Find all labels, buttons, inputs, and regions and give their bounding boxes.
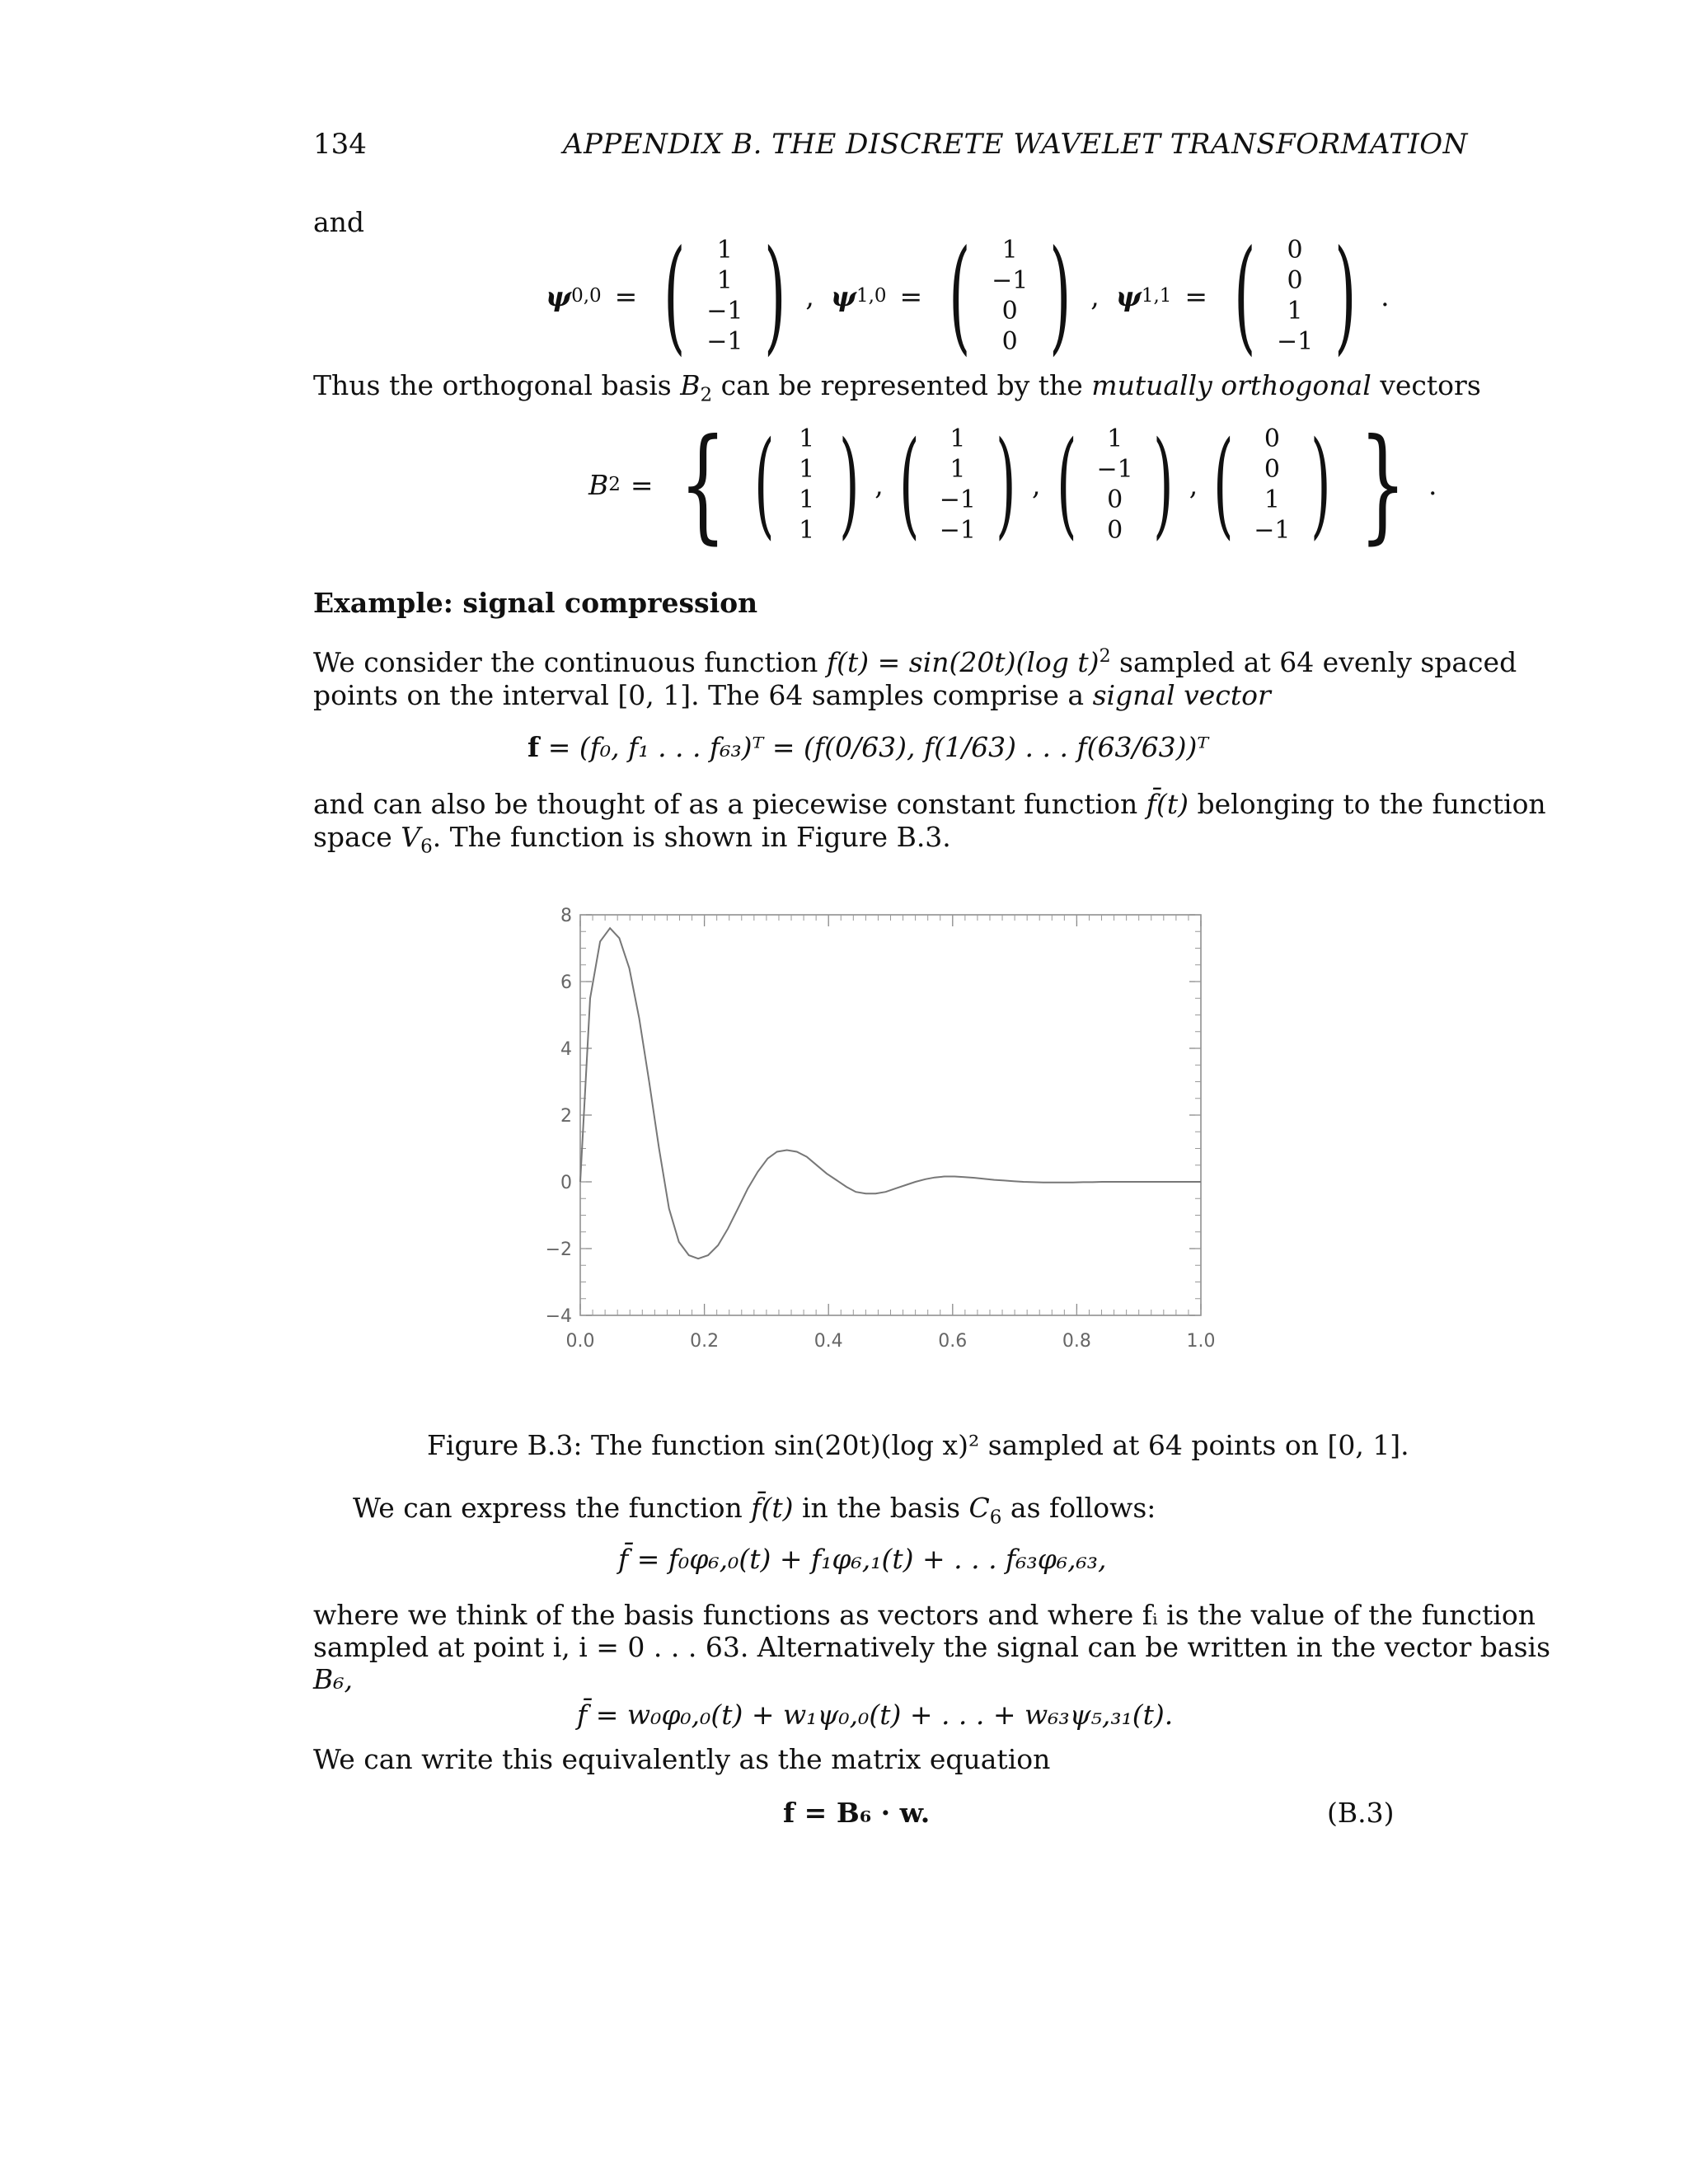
y-tick-label: −2 <box>545 1240 572 1260</box>
example-heading: Example: signal compression <box>313 587 758 619</box>
running-title: APPENDIX B. THE DISCRETE WAVELET TRANSFORMATION <box>563 128 1468 161</box>
psi-vector-equation: ψ 0,0 = ( 1 1 −1 −1 ) , ψ 1,0 = ( 1 −1 0 0 ) , ψ 1,1 = ( 0 0 1 −1 ) . <box>546 224 1390 368</box>
b2-vector-2: 1 1 −1 −1 <box>939 424 976 545</box>
y-tick-label: 4 <box>560 1039 572 1060</box>
y-tick-label: 6 <box>560 972 572 993</box>
b2-set-equation: B 2 = { ( 1 1 1 1 ) , ( 1 1 −1 −1 ) , ( 1 −1 0 0 ) , ( 0 0 1 −1 ) } . <box>588 413 1437 556</box>
paragraph-3: We can express the function f̄(t) in the basis $C_6$ as follows: <box>353 1492 1156 1529</box>
matrix-equation: f = B₆ · w. <box>783 1797 931 1829</box>
paragraph-4-line-2: sampled at point i, i = 0 . . . 63. Alternatively the signal can be written in the vector basis <box>313 1631 1551 1663</box>
paragraph-2-line-1: and can also be thought of as a piecewise constant function f̄(t) belonging to the function <box>313 788 1546 820</box>
x-tick-label: 0.0 <box>565 1331 595 1352</box>
x-tick-label: 0.8 <box>1062 1331 1091 1352</box>
y-tick-label: 8 <box>560 906 572 926</box>
x-tick-label: 0.2 <box>690 1331 720 1352</box>
equation-number: (B.3) <box>1327 1797 1395 1829</box>
plot-frame <box>580 915 1201 1315</box>
equals-sign: = <box>614 279 638 312</box>
paragraph-4-line-1: where we think of the basis functions as vectors and where fᵢ is the value of the function <box>313 1599 1536 1631</box>
y-tick-label: 2 <box>560 1106 572 1127</box>
b2-vector-1: 1 1 1 1 <box>799 424 815 545</box>
intro-word: and <box>313 206 365 238</box>
basis-expansion-equation: f̄ = f₀φ₆,₀(t) + f₁φ₆,₁(t) + . . . f₆₃φ₆,₆₃, <box>618 1543 1107 1575</box>
wavelet-expansion-equation: f̄ = w₀φ₀,₀(t) + w₁ψ₀,₀(t) + . . . + w₆₃ψ₅,₃₁(t). <box>577 1699 1174 1731</box>
paragraph-5: We can write this equivalently as the matrix equation <box>313 1743 1051 1775</box>
paragraph-1-line-2: points on the interval [0, 1]. The 64 samples comprise a signal vector <box>313 679 1271 711</box>
page-number: 134 <box>313 128 367 161</box>
x-tick-label: 0.6 <box>938 1331 968 1352</box>
basis-sentence: Thus the orthogonal basis $B_2$ can be represented by the mutually orthogonal vectors <box>313 369 1481 406</box>
paragraph-1-line-1: We consider the continuous function f(t) = sin(20t)(log t)$^2$ sampled at 64 evenly spaced <box>313 646 1517 678</box>
paragraph-2-line-2: space $V_6$. The function is shown in Figure B.3. <box>313 821 951 858</box>
y-tick-label: −4 <box>545 1306 572 1327</box>
psi10-column: 1 −1 0 0 <box>992 236 1029 356</box>
psi11-column: 0 0 1 −1 <box>1276 236 1314 356</box>
psi00-column: 1 1 −1 −1 <box>706 236 743 356</box>
psi10-label: ψ <box>830 279 856 312</box>
psi00-sub: 0,0 <box>571 285 602 307</box>
x-tick-label: 0.4 <box>814 1331 843 1352</box>
signal-vector-equation: f = (f₀, f₁ . . . f₆₃)ᵀ = (f(0/63), f(1/63) . . . f(63/63))ᵀ <box>528 731 1209 763</box>
x-tick-label: 1.0 <box>1186 1331 1216 1352</box>
psi11-label: ψ <box>1115 279 1142 312</box>
psi00-label: ψ <box>546 279 572 312</box>
psi11-sub: 1,1 <box>1141 285 1172 307</box>
figure-caption: Figure B.3: The function sin(20t)(log x)² sampled at 64 points on [0, 1]. <box>427 1429 1409 1461</box>
paragraph-4-line-3: B₆, <box>313 1663 353 1695</box>
y-tick-label: 0 <box>560 1173 572 1193</box>
b2-label: B <box>588 468 609 501</box>
b2-vector-3: 1 −1 0 0 <box>1096 424 1133 545</box>
psi10-sub: 1,0 <box>856 285 887 307</box>
b2-vector-4: 0 0 1 −1 <box>1254 424 1291 545</box>
data-series-line <box>580 928 1201 1258</box>
